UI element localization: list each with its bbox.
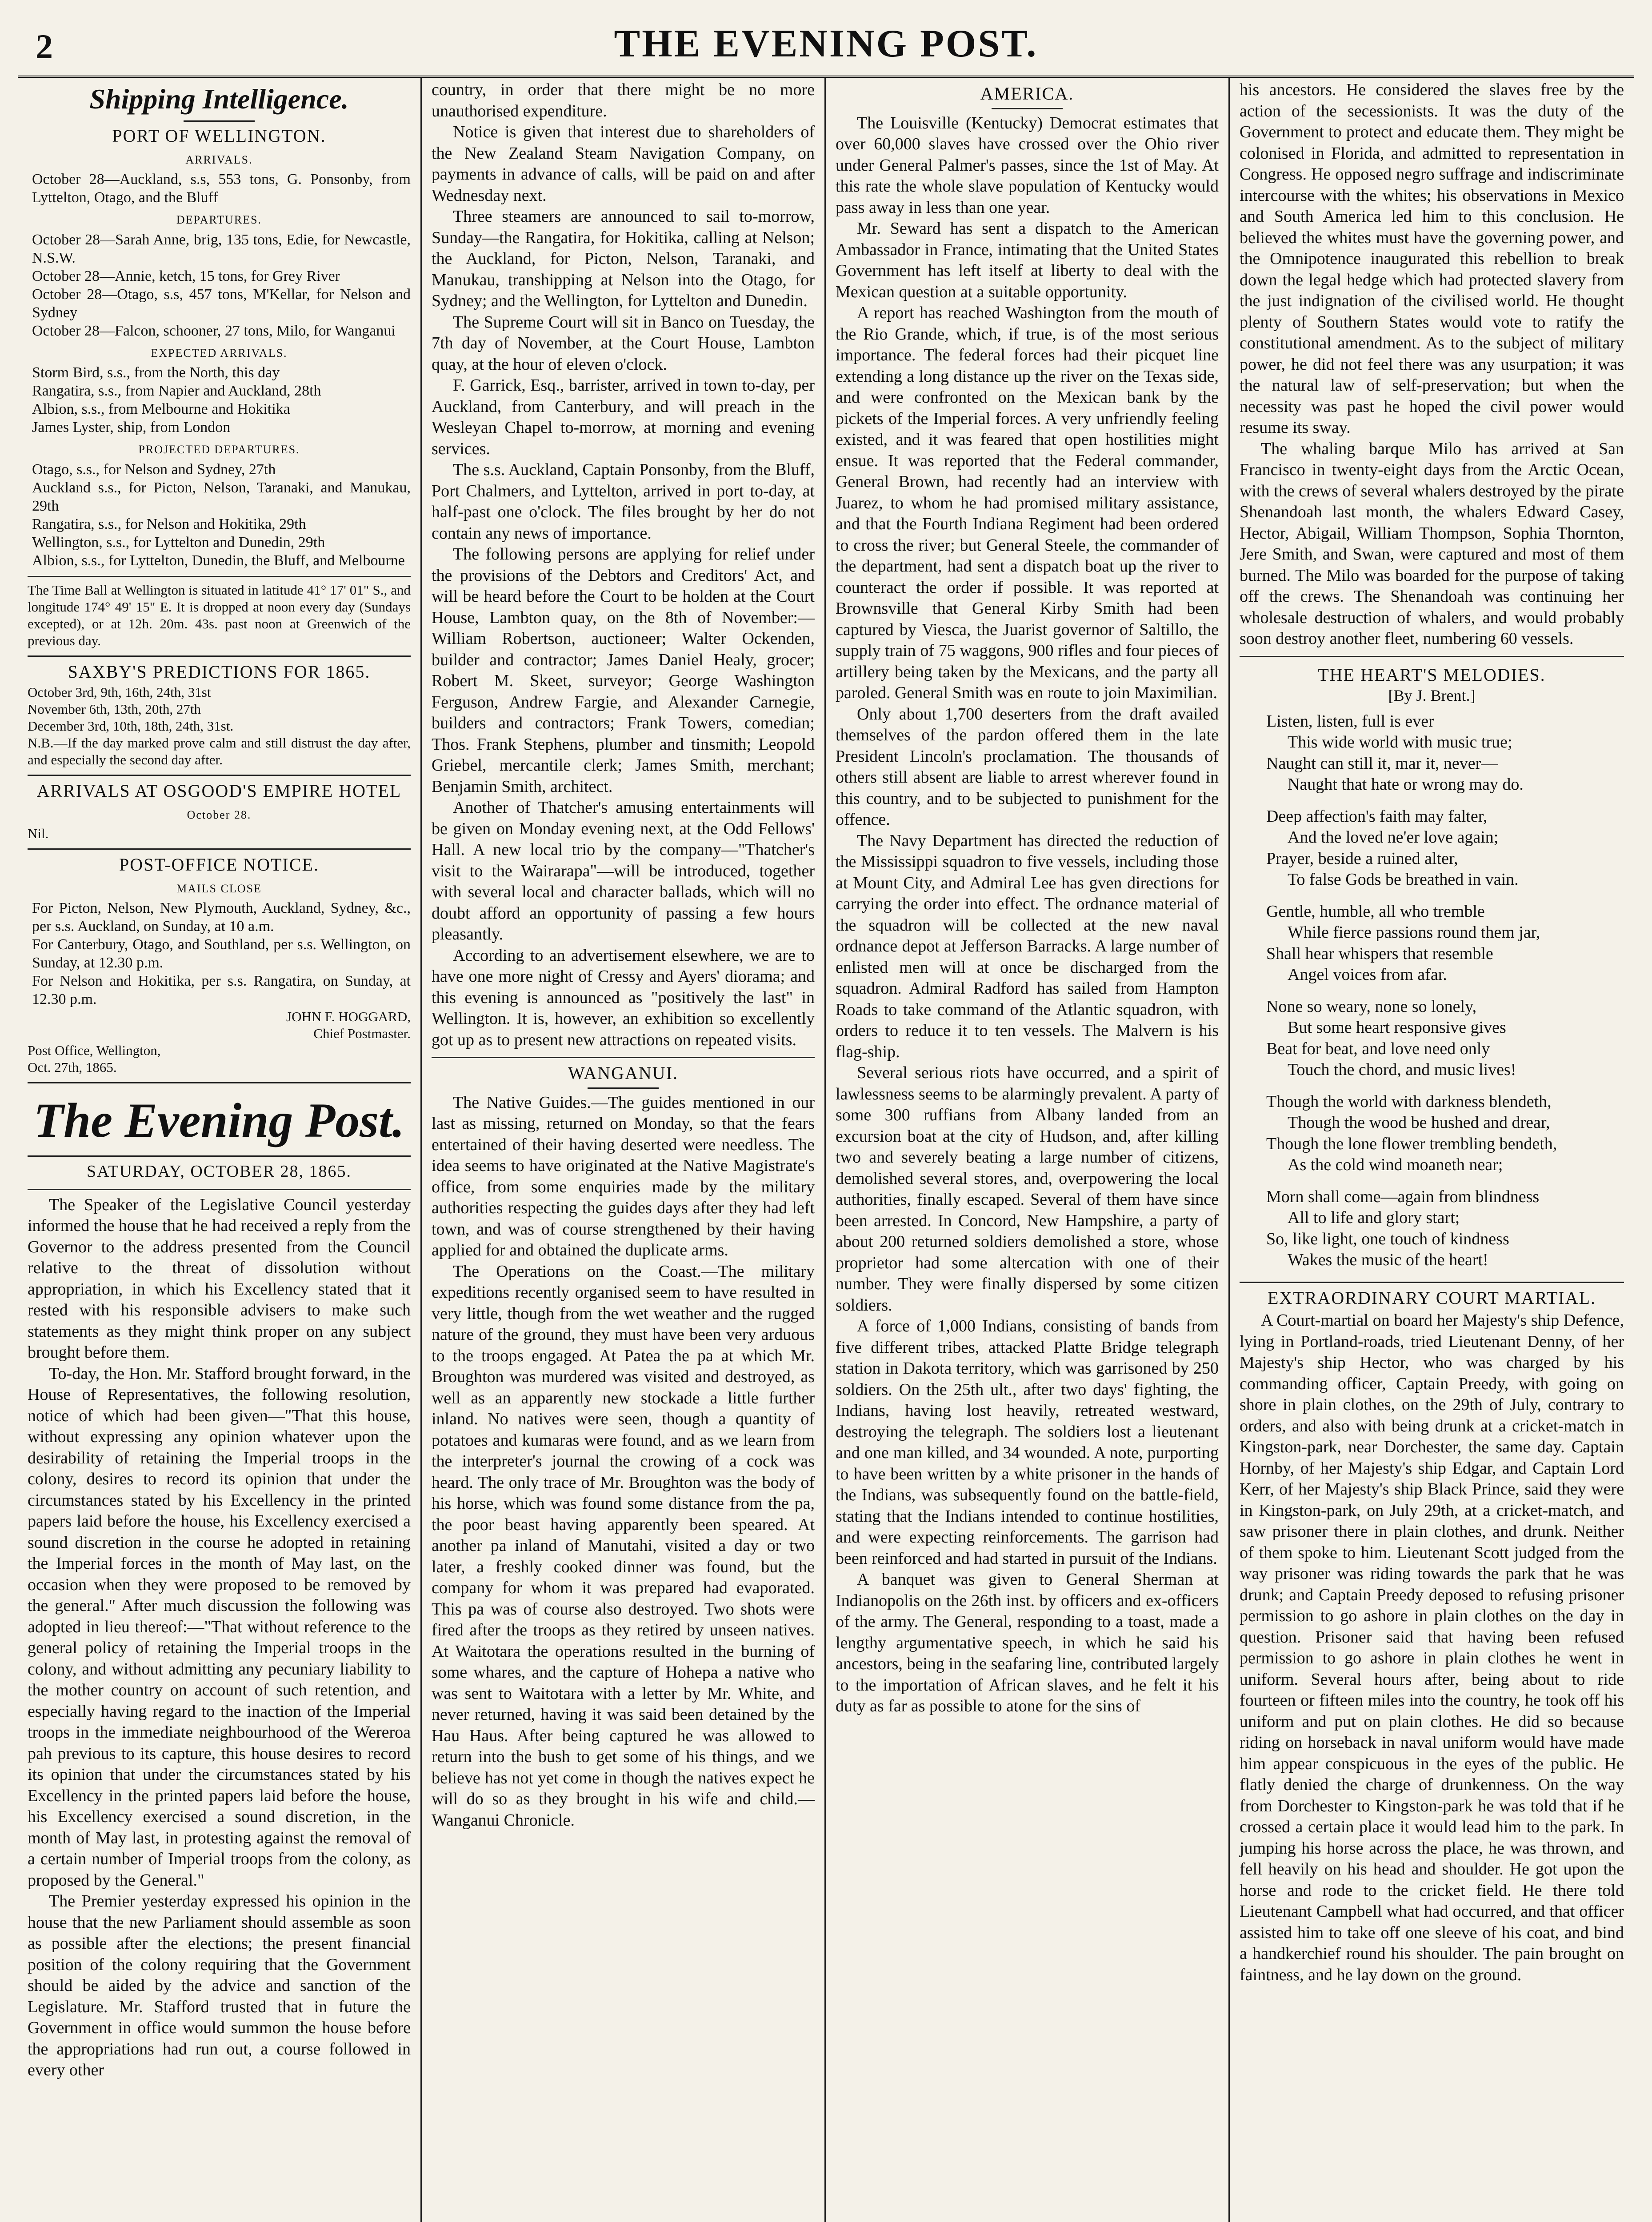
divider (432, 1057, 815, 1058)
poem-line: Prayer, beside a ruined alter, (1266, 849, 1458, 868)
postmaster-title: Chief Postmaster. (313, 1026, 411, 1041)
poem-line: Wakes the music of the heart! (1288, 1251, 1488, 1269)
masthead (18, 9, 1634, 76)
postmaster-name: JOHN F. HOGGARD, (286, 1009, 411, 1024)
poem-line: Shall hear whispers that resemble (1266, 944, 1493, 963)
poem-line: As the cold wind moaneth near; (1288, 1155, 1503, 1174)
divider (28, 576, 411, 577)
poem-line: Touch the chord, and music lives! (1288, 1060, 1516, 1079)
news-paragraph: According to an advertisement elsewhere, we are to have one more night of Cressy and Ayers' diorama; and this evening is announced as "positively the last" in Wellington. It is, however, an exhibition so excellently got up as to present new attractions on repeated visits. (432, 946, 815, 1049)
news-paragraph: Only about 1,700 deserters from the draft availed themselves of the pardon offered them in the late President Lincoln's proclamation. The thousands of others still absent are liable to arrest wherever found in this country, and to be subjected to punishment for the offence. (836, 704, 1219, 829)
news-paragraph: A Court-martial on board her Majesty's ship Defence, lying in Portland-roads, tried Lieutenant Denny, of her Majesty's ship Hector, who was charged by his commanding officer, Captain Preedy, with going on shore in plain clothes, on the 29th of July, contrary to orders, and also with being drunk at a cricket-match in Kingston-park, near Dorchester, the same day. Captain Hornby, of her Majesty's ship Edgar, and Captain Lord Kerr, of her Majesty's ship Black Prince, said they were in Kingston-park, on July 29th, at a cricket-match, and saw prisoner there in plain clothes, and drunk. Neither of them spoke to him. Lieutenant Scott judged from the way prisoner was riding towards the park that he was drunk; and Captain Preedy deposed to refusing prisoner permission to go ashore in plain clothes on the day in question. Prisoner said that having been refused permission to go ashore in plain clothes he went in uniform. Several hours after, being about to ride fourteen or fifteen miles into the country, he took off his uniform and put on plain clothes. He did so because riding on horseback in naval uniform would have made him appear conspicuous in the eyes of the public. He flatly denied the charge of drunkenness. On the way from Dorchester to Kingston-park he was told that if he crossed a certain place it would lead him to the park. In jumping his horse across the place, he was thrown, and fell heavily on his head and shoulder. He got upon the horse and rode to the cricket field. He there told Lieutenant Campbell what had occurred, and that officer assisted him to take off one sleeve of his coat, and bind a handkerchief round his shoulder. The pain brought on faintness, and he lay down on the ground. (1240, 1311, 1624, 1984)
poem-line: Though the world with darkness blendeth, (1266, 1092, 1552, 1111)
poem-stanza (1266, 901, 1624, 986)
news-paragraph: The following persons are applying for relief under the provisions of the Debtors and Creditors' Act, and will be heard before the Court to be holden at the Court House, Lambton quay, on the 8th of November:—William Robertson, auctioneer; Walter Ockenden, builder and contractor; James Daniel Healy, grocer; Robert M. Skeet, surveyor; George Washington Ferguson, Andrew Fargie, and Alexander Carnegie, builders and contractors; Frank Towers, comedian; Thos. Frank Stephens, plumber and tinsmith; Leopold Griebel, mercantile clerk; James Smith, merchant; Benjamin Smith, architect. (432, 545, 815, 796)
divider (588, 1087, 659, 1089)
saxby-note: N.B.—If the day marked prove calm and still distrust the day after, and especially the second day after. (28, 735, 411, 767)
shipping-heading: Shipping Intelligence. (89, 83, 349, 115)
poem-line: Though the wood be hushed and drear, (1288, 1113, 1550, 1132)
news-paragraph: A banquet was given to General Sherman at Indianopolis on the 26th inst. by officers and ex-officers of the army. The General, responding to a toast, made a lengthy argumentative speech, in which he said his ancestors, being in the seafaring line, contributed largely to the importation of African slaves, and he felt it his duty as far as possible to atone for the sins of (836, 1570, 1219, 1715)
divider (28, 1189, 411, 1190)
expected-item: Albion, s.s., from Melbourne and Hokitika (32, 401, 290, 417)
post-office-heading: POST-OFFICE NOTICE. (119, 855, 319, 875)
poem-line: But some heart responsive gives (1288, 1018, 1506, 1037)
poem-line: Though the lone flower trembling bendeth, (1266, 1134, 1557, 1153)
expected-item: James Lyster, ship, from London (32, 419, 231, 436)
news-paragraph: The Operations on the Coast.—The military expeditions recently organised seem to have resulted in very little, though from the wet weather and the rugged nature of the ground, they must have been very arduous to the troops engaged. At Patea the pa at which Mr. Broughton was murdered was visited and destroyed, as well as an apparently new stockade a little further inland. No natives were seen, though a quantity of potatoes and kumaras were found, and as we learn from the interpreter's journal the crowing of a cock was heard. The only trace of Mr. Broughton was the body of his horse, which was found some distance from the pa, the poor beast having apparently been speared. At another pa inland of Manutahi, visited a day or two later, a freshly cooked dinner was found, but the company for whom it was prepared had evaporated. This pa was of course also destroyed. Two shots were fired after the troops as they retired by unseen natives. At Waitotara the operations resulted in the burning of some whares, and the capture of Hohepa a native who was sent to Waitotara with a letter by Mr. White, and never returned, having it was said been detained by the Hau Haus. After being captured he was allowed to return into the bush to get some of his things, and we believe has not yet come in though the natives expect he will do so as they brought in his wife and child.—Wanganui Chronicle. (432, 1262, 815, 1830)
saxby-heading: SAXBY'S PREDICTIONS FOR 1865. (68, 661, 371, 682)
wanganui-heading: WANGANUI. (568, 1063, 678, 1083)
news-paragraph: Three steamers are announced to sail to-morrow, Sunday—the Rangatira, for Hokitika, calling at Nelson; the Auckland, for Picton, Nelson, Taranaki, and Manukau, transhipping at Nelson into the Otago, for Sydney; and the Wellington, for Lyttelton and Dunedin. (432, 207, 815, 310)
departure-item: October 28—Sarah Anne, brig, 135 tons, Edie, for Newcastle, N.S.W. (32, 231, 411, 266)
court-martial-heading: EXTRAORDINARY COURT MARTIAL. (1268, 1287, 1596, 1308)
poem-line: Deep affection's faith may falter, (1266, 807, 1488, 826)
mail-item: For Picton, Nelson, New Plymouth, Auckland, Sydney, &c., per s.s. Auckland, on Sunday, at 10 a.m. (32, 900, 411, 935)
saxby-line: December 3rd, 10th, 18th, 24th, 31st. (28, 718, 234, 734)
saxby-line: November 6th, 13th, 20th, 27th (28, 701, 201, 717)
evening-post-title: The Evening Post. (33, 1093, 405, 1147)
projected-item: Rangatira, s.s., for Nelson and Hokitika, 29th (32, 516, 306, 532)
mail-item: For Nelson and Hokitika, per s.s. Rangatira, on Sunday, at 12.30 p.m. (32, 973, 411, 1007)
expected-item: Rangatira, s.s., from Napier and Auckland, 28th (32, 383, 321, 399)
news-paragraph: F. Garrick, Esq., barrister, arrived in town to-day, per Auckland, from Canterbury, and will preach in the Wesleyan Chapel to-morrow, at morning and evening services. (432, 376, 815, 458)
poem-line: None so weary, none so lonely, (1266, 997, 1477, 1016)
column-3 (826, 78, 1230, 2222)
paper-title: THE EVENING POST. (614, 22, 1038, 65)
news-paragraph: country, in order that there might be no more unauthorised expenditure. (432, 80, 815, 120)
poem-title: THE HEART'S MELODIES. (1318, 664, 1546, 685)
editorial-paragraph: To-day, the Hon. Mr. Stafford brought forward, in the House of Representatives, the following resolution, notice of which had been given—"That this house, without expressing any opinion whatever upon the desirability of retaining the Imperial troops in the colony, desires to record its opinion that under the circumstances stated by his Excellency in the printed papers laid before the house, his Excellency exercised a sound discretion in the course he adopted in retaining the Imperial forces in the month of May last, on the occasion when they were proposed to be removed by the general." After much discussion the following was adopted in lieu thereof:—"That without reference to the general policy of retaining the Imperial troops in the colony, and without admitting any pecuniary liability to the mother country on account of such retention, and especially having regard to the inaction of the Imperial troops in the immediate neighbourhood of the Wereroa pah previous to its capture, this house desires to record its opinion that under the circumstances stated by his Excellency in the printed papers laid before the house, his Excellency exercised a sound discretion, in the month of May last, in protesting against the removal of a certain number of Imperial troops from the colony, as proposed by the General." (28, 1364, 411, 1890)
poem-line: All to life and glory start; (1288, 1208, 1460, 1227)
poem-line: Naught can still it, mar it, never— (1266, 754, 1498, 773)
news-paragraph: Notice is given that interest due to shareholders of the New Zealand Steam Navigation Company, on payments in advance of calls, will be paid on and after Wednesday next. (432, 123, 815, 205)
departures-label: DEPARTURES. (176, 213, 262, 226)
poem-stanza (1266, 996, 1624, 1081)
editorial-paragraph: The Speaker of the Legislative Council yesterday informed the house that he had received a reply from the Governor to the address presented from the Council relative to the threat of dissolution without appropriation, in which his Excellency stated that it rested with his responsible advisers to make such statements as they might think proper on any subject brought before them. (28, 1195, 411, 1362)
divider (1240, 656, 1624, 657)
poem-line: So, like light, one touch of kindness (1266, 1229, 1509, 1248)
news-paragraph: his ancestors. He considered the slaves free by the action of the secessionists. It was the duty of the Government to protect and educate them. They might be colonised in Florida, and admitted to representation in Congress. He opposed negro suffrage and indiscriminate intercourse with the whites; his observations in Mexico and South America led him to this conclusion. He believed the whites must have the governing power, and the Omnipotence inaugurated this rebellion to break down the legal hedge which had protected slavery from the just indignation of the civilised world. He thought plenty of Southern States would vote to ratify the constitutional amendment. As to the subject of military power, he did not feel there was any usurpation; it was the natural law of self-preservation; but when the necessity was past he hoped the civil power would resume its sway. (1240, 80, 1624, 437)
poem-line: Gentle, humble, all who tremble (1266, 902, 1485, 921)
mail-item: For Canterbury, Otago, and Southland, per s.s. Wellington, on Sunday, at 12.30 p.m. (32, 936, 411, 971)
projected-item: Wellington, s.s., for Lyttelton and Dunedin, 29th (32, 534, 325, 551)
news-paragraph: A report has reached Washington from the mouth of the Rio Grande, which, if true, is of the most serious importance. The federal forces had their picquet line extending a long distance up the river on the Texas side, and were confronted on the Mexican bank by the pickets of the Imperial forces. A very unfriendly feeling existed, and it was feared that open hostilities might ensue. It was reported that the Federal commander, General Brown, had recently had an interview with Juarez, to whom he had promised military assistance, and that the Fourth Indiana Regiment had been ordered to cross the river; but General Steele, the commander of the department, had sent a dispatch boat up the river to counteract the order if possible. It was reported at Brownsville that General Kirby Smith had been captured by Viesca, the Juarist governor of Saltillo, the supply train of 75 waggons, 900 rifles and four pieces of artillery being taken by the Mexicans, and the party all paroled. General Smith was en route to join Maximilian. (836, 304, 1219, 702)
news-paragraph: The Navy Department has directed the reduction of the Mississippi squadron to five vessels, including those at Mount City, and Admiral Lee has gven directions for carrying the order into effect. The ordnance material of the squadron will be collected at the new naval ordnance depot at Jefferson Barracks. A large number of enlisted men will at once be discharged from the squadron. Admiral Radford has sailed from Hampton Roads to take command of the Atlantic squadron, with orders to reduce it to ten vessels. The Malvern is his flag-ship. (836, 831, 1219, 1061)
divider (1240, 1282, 1624, 1283)
divider (184, 120, 255, 122)
poem-line: This wide world with music true; (1288, 733, 1512, 751)
saxby-line: October 3rd, 9th, 16th, 24th, 31st (28, 684, 211, 700)
editorial-paragraph: The Premier yesterday expressed his opinion in the house that the new Parliament should assemble as soon as possible after the elections; the present financial position of the colony requiring that the Government should be aided by the advice and sanction of the Legislature. Mr. Stafford trusted that in future the Government in office would summon the house before the appropriations had run out, a course followed in every other (28, 1892, 411, 2079)
expected-label: EXPECTED ARRIVALS. (151, 346, 288, 360)
dateline: SATURDAY, OCTOBER 28, 1865. (87, 1162, 352, 1181)
projected-label: PROJECTED DEPARTURES. (138, 443, 300, 456)
departure-item: October 28—Annie, ketch, 15 tons, for Grey River (32, 268, 340, 284)
news-paragraph: Another of Thatcher's amusing entertainments will be given on Monday evening next, at the Odd Fellows' Hall. A new local trio by the company—"Thatcher's visit to the Wairarapa"—will be introduced, together with several local and character ballads, which will no doubt afford an opportunity of passing a few hours pleasantly. (432, 798, 815, 943)
mails-label: MAILS CLOSE (176, 882, 262, 895)
hotel-heading: ARRIVALS AT OSGOOD'S EMPIRE HOTEL (36, 781, 402, 801)
column-2 (422, 78, 826, 2222)
arrival-item: October 28—Auckland, s.s, 553 tons, G. Ponsonby, from Lyttelton, Otago, and the Bluff (32, 171, 411, 206)
america-heading: AMERICA. (980, 84, 1074, 104)
news-paragraph: A force of 1,000 Indians, consisting of bands from five different tribes, attacked Platte Bridge telegraph station in Dakota territory, which was garrisoned by 250 soldiers. On the 25th ult., after two days' fighting, the Indians, having lost heavily, retreated westward, destroying the telegraph. The soldiers lost a lieutenant and one man killed, and 34 wounded. A note, purporting to have been written by a white prisoner in the hands of the Indians, was subsequently found on the battle-field, stating that the Indians intended to continue hostilities, and were expecting reinforcements. The garrison had been reinforced and had started in pursuit of the Indians. (836, 1317, 1219, 1568)
column-4 (1230, 78, 1634, 2222)
post-office-date: Oct. 27th, 1865. (28, 1059, 117, 1075)
arrivals-label: ARRIVALS. (185, 153, 253, 166)
divider (28, 848, 411, 850)
poem-line: Naught that hate or wrong may do. (1288, 775, 1524, 794)
poem-stanza (1266, 1187, 1624, 1271)
poem-stanza (1266, 1091, 1624, 1176)
column-1 (18, 78, 422, 2222)
poem-stanza (1266, 711, 1624, 795)
departure-item: October 28—Otago, s.s, 457 tons, M'Kellar, for Nelson and Sydney (32, 286, 411, 321)
departure-item: October 28—Falcon, schooner, 27 tons, Milo, for Wanganui (32, 322, 396, 339)
divider (28, 655, 411, 657)
time-ball-notice: The Time Ball at Wellington is situated in latitude 41° 17' 01" S., and longitude 174° 49' 15" E. It is dropped at noon every day (Sundays excepted), or at 12h. 20m. 43s. past noon at Greenwich of the previous day. (28, 582, 411, 648)
expected-item: Storm Bird, s.s., from the North, this day (32, 364, 280, 381)
poem-author: [By J. Brent.] (1388, 687, 1476, 704)
news-paragraph: The s.s. Auckland, Captain Ponsonby, from the Bluff, Port Chalmers, and Lyttelton, arrived in port to-day, at half-past one o'clock. The files brought by her do not contain any news of importance. (432, 460, 815, 543)
poem-stanza (1266, 806, 1624, 891)
port-heading: PORT OF WELLINGTON. (112, 126, 326, 146)
page-number: 2 (36, 27, 53, 66)
news-paragraph: The Supreme Court will sit in Banco on Tuesday, the 7th day of November, at the Court House, Lambton quay, at the hour of eleven o'clock. (432, 312, 815, 374)
poem-line: Listen, listen, full is ever (1266, 711, 1434, 731)
post-office-place: Post Office, Wellington, (28, 1043, 161, 1058)
news-paragraph: Several serious riots have occurred, and a spirit of lawlessness seems to be alarmingly prevalent. A party of some 300 ruffians from Albany landed from an excursion boat at the city of Hudson, and, after killing two and severely beating a large number of citizens, demolished several stores, and, overpowering the local authorities, finally escaped. Several of them have since been arrested. In Concord, New Hampshire, a party of about 200 returned soldiers demolished a store, whose proprietor had some altercation with one of their number. They were finally dispersed by some citizen soldiers. (836, 1063, 1219, 1315)
poem-line: Beat for beat, and love need only (1266, 1039, 1490, 1058)
poem-line: And the loved ne'er love again; (1288, 828, 1499, 847)
hotel-date: October 28. (187, 808, 252, 821)
projected-item: Auckland s.s., for Picton, Nelson, Taranaki, and Manukau, 29th (32, 479, 411, 514)
poem-line: While fierce passions round them jar, (1288, 923, 1540, 942)
divider (28, 1082, 411, 1083)
projected-item: Albion, s.s., for Lyttelton, Dunedin, the Bluff, and Melbourne (32, 552, 405, 569)
columns (18, 78, 1634, 2222)
hotel-value: Nil. (28, 826, 49, 841)
news-paragraph: Mr. Seward has sent a dispatch to the American Ambassador in France, intimating that the United States Government has left itself at liberty to deal with the Mexican question at a suitable opportunity. (836, 219, 1219, 301)
news-paragraph: The Native Guides.—The guides mentioned in our last as missing, returned on Monday, so that the fears entertained of their having deserted were needless. The idea seems to have originated at the Native Magistrate's office, from some enquiries made by the military authorities respecting the guides days after they had left town, and was of course strengthened by their having applied for and obtained the duplicate arms. (432, 1093, 815, 1259)
poem-line: To false Gods be breathed in vain. (1288, 870, 1519, 889)
news-paragraph: The Louisville (Kentucky) Democrat estimates that over 60,000 slaves have crossed over the Ohio river under General Palmer's passes, since the 1st of May. At this rate the whole slave population of Kentucky would pass away in less than one year. (836, 113, 1219, 217)
news-paragraph: The whaling barque Milo has arrived at San Francisco in twenty-eight days from the Arctic Ocean, with the crews of several whalers destroyed by the pirate Shenandoah last month, the whalers Edward Casey, Hector, Abigail, William Thompson, Sophia Thornton, Jere Smith, and Swan, were captured and most of them burned. The Milo was boarded for the purpose of taking off the crews. The Shenandoah was continuing her wholesale destruction of whalers, and would probably soon destroy another fleet, numbering 60 vessels. (1240, 439, 1624, 648)
divider (28, 775, 411, 776)
divider (28, 1155, 411, 1157)
divider (992, 108, 1063, 109)
projected-item: Otago, s.s., for Nelson and Sydney, 27th (32, 461, 276, 478)
poem-line: Morn shall come—again from blindness (1266, 1187, 1540, 1206)
poem-line: Angel voices from afar. (1288, 965, 1447, 984)
